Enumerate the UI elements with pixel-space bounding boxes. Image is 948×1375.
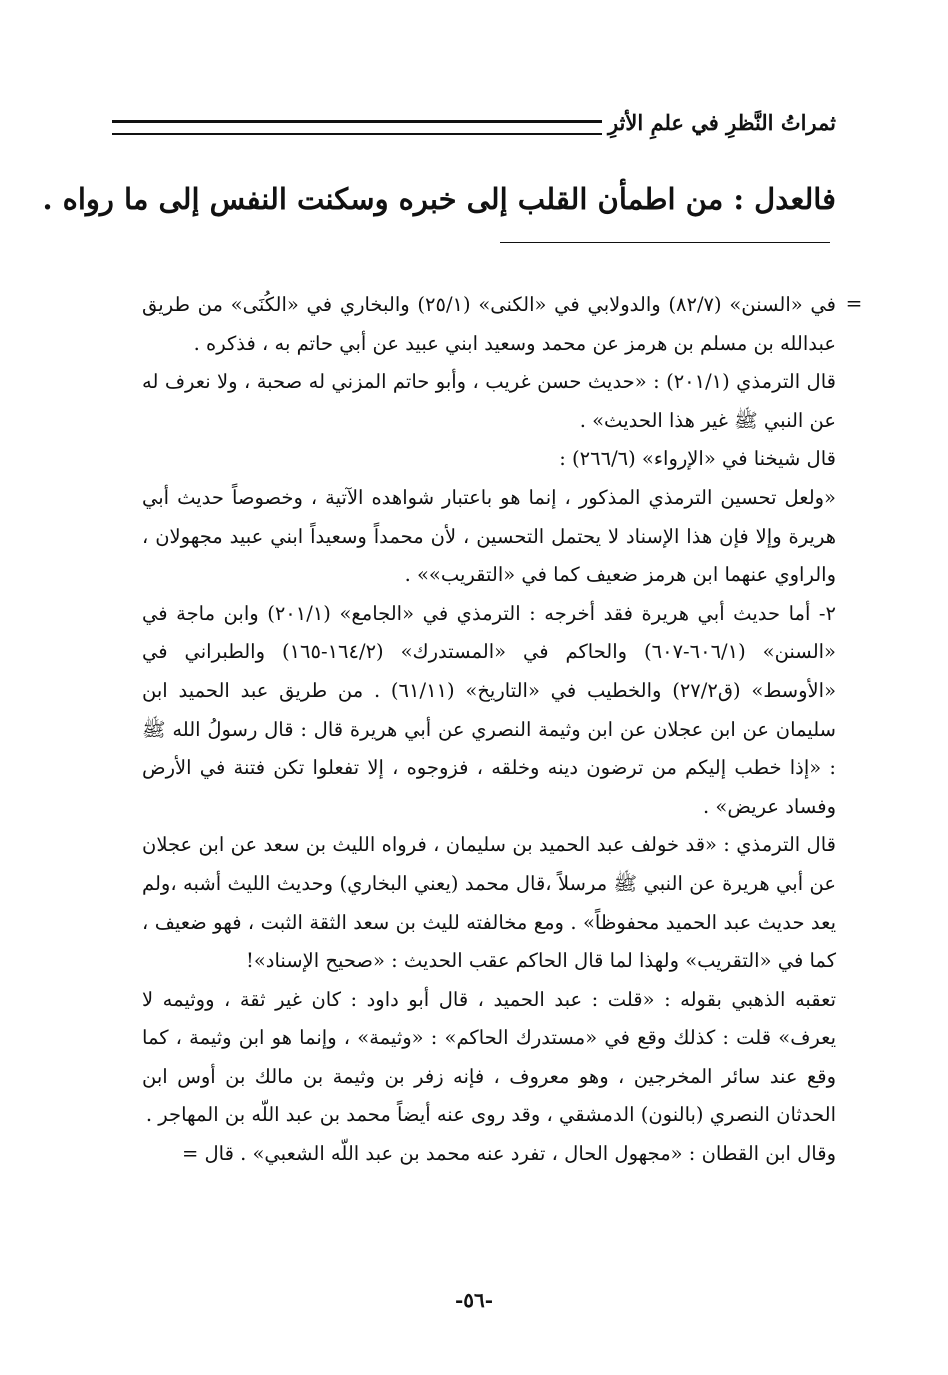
footnote-separator	[500, 242, 830, 243]
footnote-paragraph-6: قال الترمذي : «قد خولف عبد الحميد بن سليمان ، فرواه الليث بن سعد عن ابن عجلان عن أبي هريرة عن النبي ﷺ مرسلاً ،قال محمد (يعني البخاري) وحديث الليث أشبه ،ولم يعد حديث عبد الحميد محفوظاً» . ومع مخالفته لليث بن سعد الثقة الثبت ، فهو ضعيف ، كما في «التقريب» ولهذا لما قال الحاكم عقب الحديث : «صحيح الإسناد»!	[142, 833, 836, 973]
footnote-block	[142, 286, 836, 1174]
footnote-paragraph-1: في «السنن» (٨٢/٧) والدولابي في «الكنى» (٢٥/١) والبخاري في «الكُنَى» من طريق عبدالله بن مسلم بن هرمز عن محمد وسعيد ابني عبيد عن أبي حاتم به ، فذكره .	[142, 293, 836, 355]
main-text: فالعدل : من اطمأن القلب إلى خبره وسكنت النفس إلى ما رواه .	[42, 182, 836, 216]
running-title: ثمراتُ النَّظرِ في علمِ الأثرِ	[607, 110, 836, 135]
footnote-paragraph-5: ٢- أما حديث أبي هريرة فقد أخرجه : الترمذي في «الجامع» (٢٠١/١) وابن ماجة في «السنن» (٦٠٦/١-٦٠٧) والحاكم في «المستدرك» (١٦٤/٢-١٦٥) والطبراني في «الأوسط» (ق٢٧/٢) والخطيب في «التاريخ» (٦١/١١) . من طريق عبد الحميد ابن سليمان عن ابن عجلان عن ابن وثيمة النصري عن أبي هريرة قال : قال رسولُ الله ﷺ : «إذا خطب إليكم من ترضون دينه وخلقه ، فزوجوه ، إلا تفعلوا تكن فتنة في الأرض وفساد عريض» .	[142, 601, 837, 818]
running-header	[112, 108, 836, 148]
footnote-continuation-mark: =	[845, 291, 863, 315]
footnote-paragraph-3: قال شيخنا في «الإرواء» (٢٦٦/٦) :	[559, 447, 836, 471]
footnote-paragraph-2: قال الترمذي (٢٠١/١) : «حديث حسن غريب ، وأبو حاتم المزني له صحبة ، ولا نعرف له عن النبي ﷺ غير هذا الحديث» .	[142, 370, 836, 432]
page-number: -٥٦-	[454, 1288, 494, 1312]
footnote-paragraph-4: «ولعل تحسين الترمذي المذكور ، إنما هو باعتبار شواهده الآتية ، وخصوصاً حديث أبي هريرة وإلا فإن هذا الإسناد لا يحتمل التحسين ، لأن محمداً وسعيداً ابني عبيد مجهولان ، والراوي عنهما ابن هرمز ضعيف كما في «التقريب»» .	[142, 485, 836, 587]
header-double-rule	[112, 120, 602, 135]
footnote-paragraph-7: تعقبه الذهبي بقوله : «قلت : عبد الحميد ، قال أبو داود : كان غير ثقة ، ووثيمه لا يعرف» قلت : كذلك وقع في «مستدرك الحاكم» : «وثيمة» ، وإنما هو ابن وثيمة ، كما وقع عند سائر المخرجين ، وهو معروف ، فإنه زفر بن وثيمة بن مالك بن أوس ابن الحدثان النصري (بالنون) الدمشقي ، وقد روى عنه أيضاً محمد بن عبد اللّه بن المهاجر .	[142, 987, 836, 1127]
footnote-paragraph-8: وقال ابن القطان : «مجهول الحال ، تفرد عنه محمد بن عبد اللّه الشعبي» . قال =	[181, 1142, 836, 1166]
